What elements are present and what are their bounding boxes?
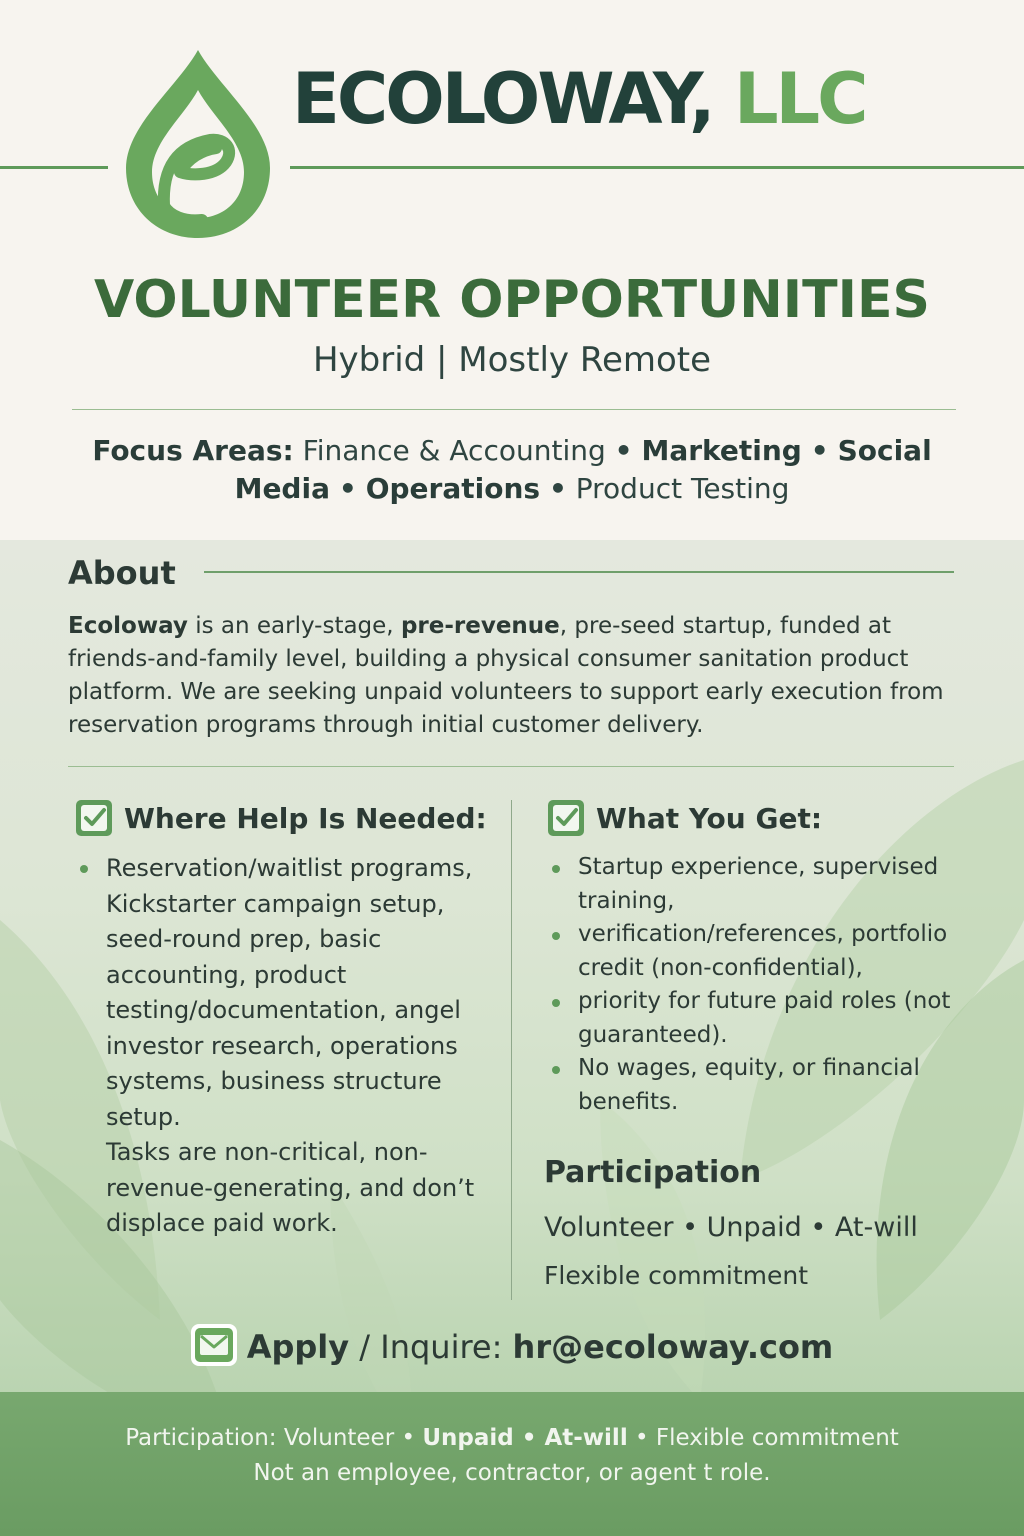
help-list [68,851,508,1242]
brand-main: ECOLOWAY, [292,58,713,140]
about-rule [204,571,954,573]
apply-label: Apply [246,1328,350,1366]
mail-icon [191,1324,237,1366]
divider [68,766,954,767]
get-list [540,851,980,1119]
divider [72,409,956,410]
brand-suffix: LLC [733,58,866,140]
focus-item: Operations [365,472,541,505]
focus-item: Product Testing [575,472,790,505]
apply-email-link[interactable]: hr@ecoloway.com [512,1328,834,1366]
header-rule-right [290,166,1024,169]
list-item: Startup experience, supervised training, [540,851,980,918]
focus-label: Focus Areas: [92,434,294,467]
help-note: Tasks are non-critical, non-revenue-generating, and don’t displace paid work. [106,1138,475,1237]
about-heading: About [68,554,176,592]
focus-areas: Focus Areas: Finance & Accounting • Marketing • Social Media • Operations • Product Testing [92,434,932,505]
focus-item: Marketing [641,434,802,467]
focus-item: Social Media [234,434,932,505]
page-title: VOLUNTEER OPPORTUNITIES [94,270,930,330]
footer-disclaimer: Not an employee, contractor, or agent t role. [253,1460,771,1486]
list-item: priority for future paid roles (not guaranteed). [540,985,980,1052]
list-item: No wages, equity, or financial benefits. [540,1052,980,1119]
apply-line: Apply / Inquire: hr@ecoloway.com [0,1328,1024,1370]
help-heading: Where Help Is Needed: [124,802,487,835]
brand-name [292,58,866,140]
company-name: Ecoloway [68,613,188,639]
footer-participation: Participation: Volunteer • Unpaid • At-will • Flexible commitment [125,1425,899,1451]
leaf-drop-icon [118,46,278,242]
participation-heading: Participation [544,1155,762,1190]
page-subtitle: Hybrid | Mostly Remote [312,340,712,380]
participation-commitment: Flexible commitment [544,1261,809,1290]
about-text: Ecoloway is an early-stage, pre-revenue, pre-seed startup, funded at friends-and-family level, building a physical consumer sanitation product platform. We are seeking unpaid volunteers to support early execution from reservation programs through initial customer delivery. [68,613,944,738]
header-rule-left [0,166,108,169]
focus-item: Finance & Accounting [302,434,606,467]
list-item: verification/references, portfolio credit (non-confidential), [540,918,980,985]
get-heading: What You Get: [596,802,823,835]
checkbox-check-icon [76,800,112,836]
column-divider [511,800,512,1300]
checkbox-check-icon [548,800,584,836]
list-item: Reservation/waitlist programs, Kickstarter campaign setup, seed-round prep, basic accounting, product testing/documentation, angel investor research, operations systems, business structure setup. [68,851,508,1135]
participation-terms: Volunteer • Unpaid • At-will [544,1212,918,1243]
